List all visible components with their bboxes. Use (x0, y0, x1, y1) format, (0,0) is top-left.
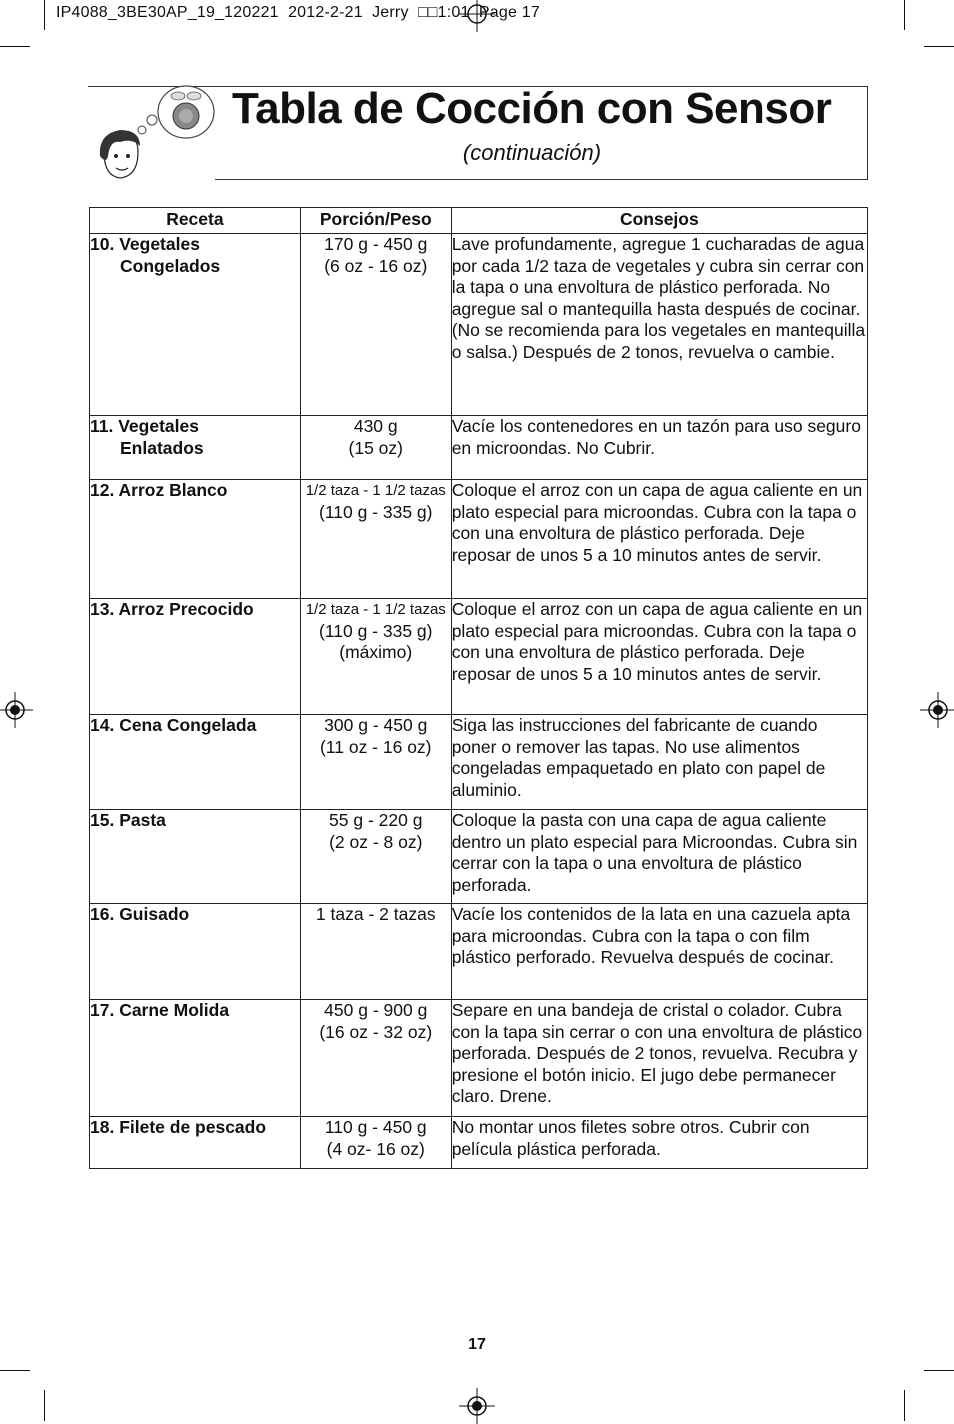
tips-cell: Coloque el arroz con un capa de agua caliente en un plato especial para microondas. Cubra con la tapa o con una envoltura de plástico perforada. Deje reposar de unos 5 a 10 minutos antes de servir. (451, 599, 867, 715)
table-header-row (90, 208, 868, 234)
recipe-name: Enlatados (120, 437, 204, 458)
crop-mark (904, 0, 905, 30)
portion-note: (máximo) (339, 642, 413, 662)
portion-weight: (15 oz) (348, 437, 403, 458)
table-row (90, 480, 868, 599)
crop-mark (44, 1390, 45, 1421)
portion-weight: (110 g - 335 g) (319, 620, 433, 641)
recipe-name: 17. Carne Molida (90, 1000, 230, 1020)
table-row (90, 1000, 868, 1117)
tips-cell: Separe en una bandeja de cristal o colador. Cubra con la tapa sin cerrar o con una envoltura de plástico perforada. Después de 2 tonos, revuelva. Recubra y presione el botón inicio. El jugo debe permanecer claro. Drene. (451, 1000, 867, 1117)
portion-weight: (4 oz- 16 oz) (326, 1138, 425, 1159)
crop-mark (44, 0, 45, 30)
page-subtitle: (continuación) (462, 140, 602, 165)
portion-cell (300, 810, 451, 904)
crop-mark (924, 1370, 954, 1371)
page-number: 17 (468, 1336, 486, 1353)
portion-cell (300, 1000, 451, 1117)
table-row (90, 1117, 868, 1169)
portion-weight: 55 g - 220 g (329, 810, 423, 830)
portion-weight: (16 oz - 32 oz) (319, 1021, 433, 1042)
portion-cell (300, 904, 451, 1000)
portion-cell (300, 1117, 451, 1169)
recipe-cell (90, 1000, 301, 1117)
tips-cell: Siga las instrucciones del fabricante de cuando poner o remover las tapas. No use alimentos congeladas empaquetado en plato con papel de aluminio. (451, 715, 867, 810)
portion-weight: 430 g (353, 416, 398, 436)
table-row (90, 810, 868, 904)
recipe-name: 11. Vegetales (90, 416, 199, 436)
recipe-cell (90, 480, 301, 599)
sensor-cooking-table (89, 207, 868, 1169)
recipe-name: Congelados (120, 255, 221, 276)
portion-cell (300, 416, 451, 480)
recipe-name: 14. Cena Congelada (90, 715, 257, 735)
portion-cell (300, 480, 451, 599)
column-header-portion: Porción/Peso (300, 208, 451, 234)
recipe-name: 13. Arroz Precocido (90, 599, 254, 619)
portion-weight: 110 g - 450 g (324, 1117, 427, 1137)
tips-cell: Vacíe los contenedores en un tazón para uso seguro en microondas. No Cubrir. (451, 416, 867, 480)
recipe-cell (90, 416, 301, 480)
registration-mark-icon (0, 692, 33, 728)
chef-mascot-icon (94, 84, 218, 184)
portion-cell (300, 234, 451, 416)
recipe-cell (90, 904, 301, 1000)
portion-weight: 1/2 taza - 1 1/2 tazas (305, 601, 446, 618)
portion-weight: 1/2 taza - 1 1/2 tazas (305, 482, 446, 499)
crop-mark (0, 46, 30, 47)
portion-cell (300, 599, 451, 715)
crop-mark (904, 1390, 905, 1421)
recipe-name: 12. Arroz Blanco (90, 480, 228, 500)
portion-weight: 300 g - 450 g (324, 715, 428, 735)
registration-mark-icon (920, 692, 954, 728)
portion-weight: (110 g - 335 g) (319, 501, 433, 522)
portion-weight: (6 oz - 16 oz) (324, 255, 428, 276)
crop-mark (0, 1370, 30, 1371)
page-title: Tabla de Cocción con Sensor (232, 84, 832, 133)
recipe-name: 15. Pasta (90, 810, 166, 830)
portion-weight: (2 oz - 8 oz) (329, 831, 423, 852)
registration-mark-icon (459, 1388, 495, 1424)
tips-cell: Lave profundamente, agregue 1 cucharadas de agua por cada 1/2 taza de vegetales y cubra sin cerrar con la tapa o una envoltura de plástico perforada. No agregue sal o mantequilla hasta después de cocinar. (No se recomienda para los vegetales en mantequilla o salsa.) Después de 2 tonos, revuelva o cambie. (451, 234, 867, 416)
column-header-tips: Consejos (451, 208, 867, 234)
portion-weight: 450 g - 900 g (324, 1000, 428, 1020)
table-row (90, 599, 868, 715)
recipe-cell (90, 599, 301, 715)
table-row (90, 234, 868, 416)
recipe-cell (90, 810, 301, 904)
recipe-cell (90, 715, 301, 810)
table-row (90, 416, 868, 480)
recipe-name: 10. Vegetales (90, 234, 200, 254)
recipe-cell (90, 1117, 301, 1169)
portion-weight: (11 oz - 16 oz) (319, 736, 432, 757)
portion-weight: 170 g - 450 g (324, 234, 428, 254)
column-header-recipe: Receta (90, 208, 301, 234)
table-row (90, 715, 868, 810)
portion-cell (300, 715, 451, 810)
print-slug-line: IP4088_3BE30AP_19_120221 2012-2-21 Jerry □□1:01 Page 17 (56, 4, 540, 21)
tips-cell: No montar unos filetes sobre otros. Cubrir con película plástica perforada. (451, 1117, 867, 1169)
table-row (90, 904, 868, 1000)
portion-weight: 1 taza - 2 tazas (315, 904, 436, 924)
tips-cell: Vacíe los contenidos de la lata en una cazuela apta para microondas. Cubra con la tapa o con film plástico perforado. Revuelva después de cocinar. (451, 904, 867, 1000)
tips-cell: Coloque el arroz con un capa de agua caliente en un plato especial para microondas. Cubra con la tapa o con una envoltura de plástico perforada. Deje reposar de unos 5 a 10 minutos antes de servir. (451, 480, 867, 599)
tips-cell: Coloque la pasta con una capa de agua caliente dentro un plato especial para Microondas. Cubra sin cerrar con la tapa o una envoltura de plástico perforada. (451, 810, 867, 904)
crop-mark (924, 46, 954, 47)
recipe-cell (90, 234, 301, 416)
recipe-name: 16. Guisado (90, 904, 190, 924)
recipe-name: 18. Filete de pescado (90, 1117, 267, 1137)
